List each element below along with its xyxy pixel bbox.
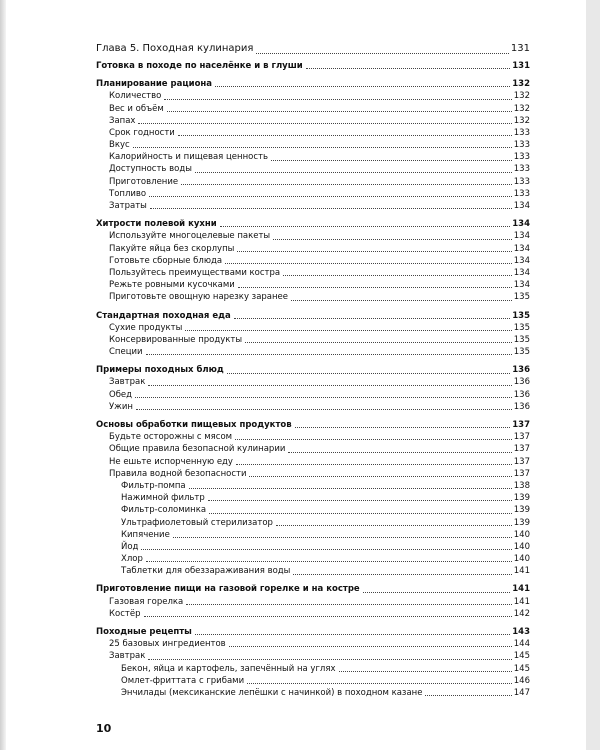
leader-dots xyxy=(249,476,511,477)
entry-page: 146 xyxy=(513,675,530,686)
entry-title: Планирование рациона xyxy=(96,79,213,90)
leader-dots xyxy=(245,342,512,343)
leader-dots xyxy=(271,160,512,161)
entry-page: 136 xyxy=(513,377,530,388)
leader-dots xyxy=(215,86,510,87)
entry-page: 132 xyxy=(513,115,530,126)
entry-title: Кипячение xyxy=(121,529,170,540)
entry-title: Походные рецепты xyxy=(96,627,192,638)
entry-title: Готовьте сборные блюда xyxy=(109,255,223,266)
toc-section[interactable] xyxy=(96,218,530,230)
toc-subentry[interactable] xyxy=(96,565,530,577)
toc-subentry[interactable] xyxy=(96,492,530,504)
toc-entry[interactable] xyxy=(96,164,530,176)
entry-title: Нажимной фильтр xyxy=(121,493,205,504)
entry-title: Хлор xyxy=(121,554,143,565)
entry-title: Топливо xyxy=(109,188,147,199)
leader-dots xyxy=(237,251,511,252)
table-of-contents xyxy=(96,41,530,699)
entry-title: Завтрак xyxy=(109,651,146,662)
toc-entry[interactable] xyxy=(96,608,530,620)
toc-entry[interactable] xyxy=(96,127,530,139)
leader-dots xyxy=(185,330,511,331)
toc-entry[interactable] xyxy=(96,255,530,267)
entry-page: 136 xyxy=(512,365,530,376)
entry-title: Примеры походных блюд xyxy=(96,365,224,376)
entry-title: Газовая горелка xyxy=(109,596,184,607)
leader-dots xyxy=(136,409,512,410)
entry-title: Сухие продукты xyxy=(109,322,183,333)
entry-title: Готовка в походе по населёнке и в глуши xyxy=(96,60,303,71)
entry-page: 133 xyxy=(513,188,530,199)
toc-entry[interactable] xyxy=(96,334,530,346)
entry-page: 135 xyxy=(513,334,530,345)
leader-dots xyxy=(291,300,512,301)
entry-page: 142 xyxy=(513,608,530,619)
leader-dots xyxy=(148,659,511,660)
entry-page: 140 xyxy=(513,529,530,540)
entry-title: 25 базовых ингредиентов xyxy=(109,639,226,650)
entry-page: 147 xyxy=(513,687,530,698)
toc-section[interactable] xyxy=(96,310,530,322)
entry-title: Завтрак xyxy=(109,377,146,388)
leader-dots xyxy=(195,634,510,635)
entry-title: Йод xyxy=(121,541,139,552)
entry-title: Доступность воды xyxy=(109,164,192,175)
entry-title: Запах xyxy=(109,115,136,126)
entry-page: 138 xyxy=(513,480,530,491)
leader-dots xyxy=(209,513,512,514)
entry-page: 135 xyxy=(513,347,530,358)
leader-dots xyxy=(208,500,512,501)
entry-title: Приготовление пищи на газовой горелке и на костре xyxy=(96,584,360,595)
toc-entry[interactable] xyxy=(96,377,530,389)
leader-dots xyxy=(306,68,511,69)
toc-entry[interactable] xyxy=(96,103,530,115)
entry-page: 139 xyxy=(513,493,530,504)
leader-dots xyxy=(425,695,511,696)
leader-dots xyxy=(164,99,511,100)
leader-dots xyxy=(288,452,511,453)
toc-entry[interactable] xyxy=(96,291,530,303)
toc-entry[interactable] xyxy=(96,443,530,455)
entry-title: Пользуйтесь преимуществами костра xyxy=(109,267,281,278)
entry-page: 135 xyxy=(512,310,530,321)
entry-title: Пакуйте яйца без скорлупы xyxy=(109,243,235,254)
leader-dots xyxy=(227,373,510,374)
toc-section[interactable] xyxy=(96,626,530,638)
toc-entry[interactable] xyxy=(96,139,530,151)
toc-subentry[interactable] xyxy=(96,675,530,687)
entry-title: Энчилады (мексиканские лепёшки с начинкой) в походном казане xyxy=(121,687,423,698)
toc-entry[interactable] xyxy=(96,346,530,358)
leader-dots xyxy=(363,592,511,593)
entry-page: 140 xyxy=(513,554,530,565)
entry-page: 141 xyxy=(513,596,530,607)
leader-dots xyxy=(195,172,512,173)
toc-subentry[interactable] xyxy=(96,480,530,492)
leader-dots xyxy=(148,385,511,386)
entry-title: Таблетки для обеззараживания воды xyxy=(121,566,291,577)
leader-dots xyxy=(178,135,512,136)
entry-page: 140 xyxy=(513,541,530,552)
entry-page: 134 xyxy=(513,243,530,254)
entry-page: 133 xyxy=(513,140,530,151)
entry-title: Обед xyxy=(109,389,133,400)
entry-title: Приготовьте овощную нарезку заранее xyxy=(109,292,289,303)
toc-section[interactable] xyxy=(96,584,530,596)
entry-title: Приготовление xyxy=(109,176,179,187)
entry-page: 141 xyxy=(513,566,530,577)
entry-page: 134 xyxy=(513,231,530,242)
entry-page: 133 xyxy=(513,164,530,175)
entry-page: 137 xyxy=(512,420,530,431)
entry-page: 134 xyxy=(512,219,530,230)
leader-dots xyxy=(235,439,512,440)
toc-entries xyxy=(96,60,530,699)
leader-dots xyxy=(186,604,512,605)
toc-section[interactable] xyxy=(96,419,530,431)
entry-page: 141 xyxy=(512,584,530,595)
entry-page: 137 xyxy=(513,456,530,467)
toc-entry[interactable] xyxy=(96,188,530,200)
toc-entry[interactable] xyxy=(96,151,530,163)
toc-entry[interactable] xyxy=(96,200,530,212)
entry-page: 137 xyxy=(513,468,530,479)
toc-section[interactable] xyxy=(96,364,530,376)
entry-title: Бекон, яйца и картофель, запечённый на углях xyxy=(121,663,336,674)
entry-page: 131 xyxy=(512,60,530,71)
entry-title: Вкус xyxy=(109,140,130,151)
toc-subentry[interactable] xyxy=(96,541,530,553)
entry-page: 137 xyxy=(513,432,530,443)
toc-entry[interactable] xyxy=(96,431,530,443)
toc-subentry[interactable] xyxy=(96,553,530,565)
leader-dots xyxy=(234,318,511,319)
entry-title: Ультрафиолетовый стерилизатор xyxy=(121,517,273,528)
leader-dots xyxy=(225,263,512,264)
entry-title: Костёр xyxy=(109,608,141,619)
entry-page: 145 xyxy=(513,663,530,674)
leader-dots xyxy=(146,354,512,355)
entry-page: 136 xyxy=(513,401,530,412)
entry-page: 134 xyxy=(513,280,530,291)
toc-subentry[interactable] xyxy=(96,687,530,699)
entry-page: 133 xyxy=(513,152,530,163)
page-number: 10 xyxy=(96,722,112,735)
leader-dots xyxy=(238,287,512,288)
chapter-heading[interactable] xyxy=(96,41,530,57)
entry-title: Режьте ровными кусочками xyxy=(109,280,235,291)
entry-page: 143 xyxy=(512,627,530,638)
leader-dots xyxy=(276,525,512,526)
entry-title: Основы обработки пищевых продуктов xyxy=(96,420,292,431)
toc-subentry[interactable] xyxy=(96,663,530,675)
entry-title: Фильтр-соломинка xyxy=(121,505,207,516)
leader-dots xyxy=(135,397,512,398)
entry-title: Будьте осторожны с мясом xyxy=(109,432,233,443)
entry-title: Правила водной безопасности xyxy=(109,468,247,479)
entry-title: Фильтр-помпа xyxy=(121,480,186,491)
entry-page: 135 xyxy=(513,322,530,333)
entry-page: 134 xyxy=(513,267,530,278)
entry-title: Омлет-фриттата с грибами xyxy=(121,675,245,686)
toc-entry[interactable] xyxy=(96,638,530,650)
entry-page: 144 xyxy=(513,639,530,650)
leader-dots xyxy=(167,111,512,112)
toc-entry[interactable] xyxy=(96,267,530,279)
toc-entry[interactable] xyxy=(96,243,530,255)
leader-dots xyxy=(173,537,512,538)
leader-dots xyxy=(150,208,512,209)
toc-entry[interactable] xyxy=(96,468,530,480)
entry-title: Затраты xyxy=(109,201,147,212)
entry-page: 132 xyxy=(513,91,530,102)
toc-entry[interactable] xyxy=(96,90,530,102)
entry-title: Ужин xyxy=(109,401,133,412)
toc-entry[interactable] xyxy=(96,456,530,468)
leader-dots xyxy=(229,646,512,647)
entry-page: 145 xyxy=(513,651,530,662)
leader-dots xyxy=(220,226,511,227)
entry-page: 133 xyxy=(513,176,530,187)
leader-dots xyxy=(236,464,512,465)
leader-dots xyxy=(141,549,511,550)
toc-section[interactable] xyxy=(96,78,530,90)
toc-entry[interactable] xyxy=(96,176,530,188)
toc-entry[interactable] xyxy=(96,230,530,242)
entry-title: Используйте многоцелевые пакеты xyxy=(109,231,271,242)
leader-dots xyxy=(189,488,512,489)
leader-dots xyxy=(149,196,512,197)
page-edge-left xyxy=(0,0,6,750)
toc-subentry[interactable] xyxy=(96,529,530,541)
entry-page: 137 xyxy=(513,444,530,455)
entry-title: Специи xyxy=(109,347,143,358)
leader-dots xyxy=(283,275,512,276)
leader-dots xyxy=(133,147,512,148)
toc-entry[interactable] xyxy=(96,389,530,401)
entry-page: 134 xyxy=(513,255,530,266)
toc-entry[interactable] xyxy=(96,596,530,608)
entry-title: Не ешьте испорченную еду xyxy=(109,456,233,467)
toc-entry[interactable] xyxy=(96,322,530,334)
entry-page: 133 xyxy=(513,127,530,138)
entry-page: 136 xyxy=(513,389,530,400)
leader-dots xyxy=(293,574,511,575)
entry-title: Хитрости полевой кухни xyxy=(96,219,217,230)
toc-subentry[interactable] xyxy=(96,517,530,529)
leader-dots xyxy=(247,683,512,684)
entry-page: 135 xyxy=(513,292,530,303)
entry-page: 134 xyxy=(513,201,530,212)
entry-title: Срок годности xyxy=(109,127,175,138)
leader-dots xyxy=(144,616,512,617)
toc-subentry[interactable] xyxy=(96,504,530,516)
entry-title: Калорийность и пищевая ценность xyxy=(109,152,268,163)
leader-dots xyxy=(146,561,512,562)
toc-entry[interactable] xyxy=(96,650,530,662)
toc-entry[interactable] xyxy=(96,115,530,127)
entry-title: Общие правила безопасной кулинарии xyxy=(109,444,286,455)
toc-entry[interactable] xyxy=(96,279,530,291)
leader-dots xyxy=(295,427,511,428)
leader-dots xyxy=(138,123,511,124)
entry-title: Вес и объём xyxy=(109,103,164,114)
chapter-page: 131 xyxy=(510,43,530,54)
entry-title: Количество xyxy=(109,91,162,102)
toc-entry[interactable] xyxy=(96,401,530,413)
leader-dots xyxy=(339,671,512,672)
leader-dots xyxy=(273,239,512,240)
leader-dots xyxy=(181,184,512,185)
page-edge-right xyxy=(586,0,600,750)
entry-page: 139 xyxy=(513,505,530,516)
toc-section[interactable] xyxy=(96,60,530,72)
entry-page: 139 xyxy=(513,517,530,528)
entry-page: 132 xyxy=(513,103,530,114)
entry-title: Консервированные продукты xyxy=(109,334,243,345)
entry-title: Стандартная походная еда xyxy=(96,310,231,321)
entry-page: 132 xyxy=(512,79,530,90)
leader-dots xyxy=(256,53,509,54)
chapter-title: Глава 5. Походная кулинария xyxy=(96,43,254,54)
